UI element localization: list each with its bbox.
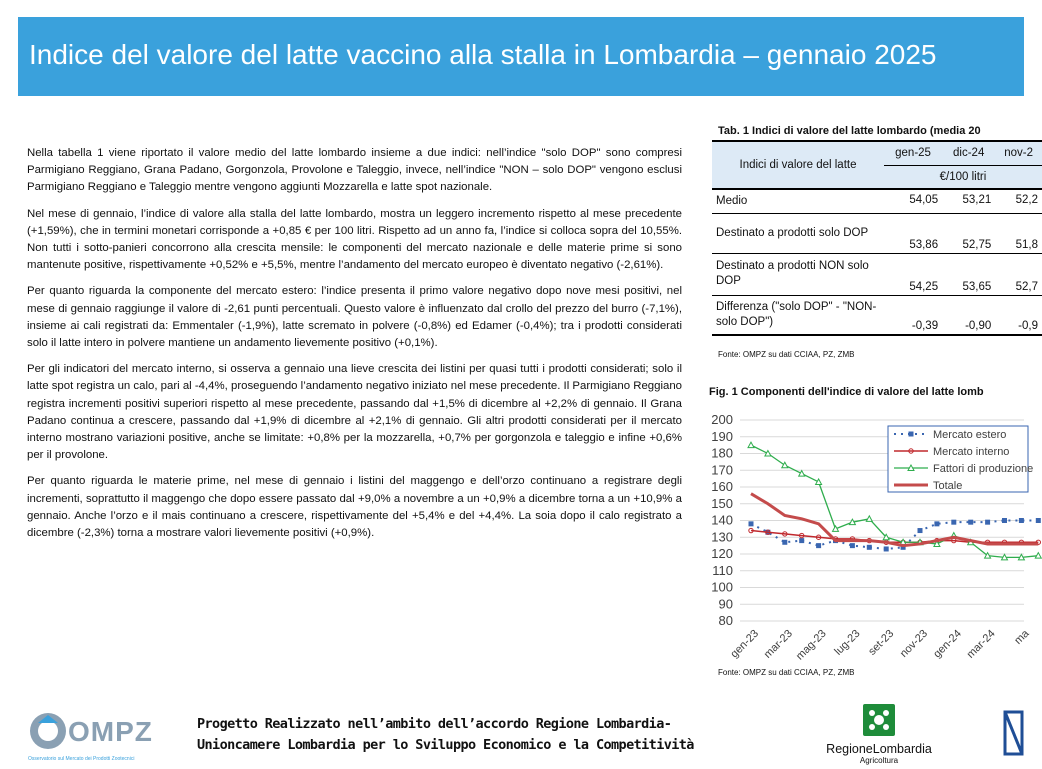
legend-marker	[909, 432, 914, 437]
legend-label: Fattori di produzione	[933, 463, 1034, 475]
marker-mercato-estero	[1036, 518, 1041, 523]
x-tick-label: set-23	[866, 627, 897, 658]
index-table	[712, 140, 1042, 336]
marker-mercato-estero	[1002, 518, 1007, 523]
x-tick-label: gen-23	[728, 627, 762, 661]
series-line-mercato-interno	[751, 531, 1038, 543]
row-label: Destinato a prodotti NON solo DOP	[712, 253, 884, 295]
paragraph-1: Nella tabella 1 viene riportato il valore medio del latte lombardo insieme a due indici: nell’indice "solo DOP" sono compresi Parmigiano Reggiano, Grana Padano, Gorgonzola, Provolone e Taleggio, invece, nell’indice "NON – solo DOP" vengono esclusi Parmigiano Reggiano e Taleggio mentre vengono aggiunti Mozzarella e latte spot nazionale.	[27, 147, 682, 194]
y-tick-label: 200	[711, 412, 733, 427]
marker-mercato-estero	[749, 521, 754, 526]
y-tick-label: 160	[711, 479, 733, 494]
table-header-label: Indici di valore del latte	[712, 141, 884, 189]
cell-value: -0,9	[995, 295, 1042, 335]
regione-lombardia-name: RegioneLombardia	[826, 742, 932, 756]
y-tick-label: 100	[711, 579, 733, 595]
x-tick-label: lug-23	[832, 627, 863, 658]
series-line-total	[751, 494, 1038, 546]
table-col-header: nov-2	[995, 141, 1042, 165]
marker-mercato-estero	[850, 543, 855, 548]
table-row	[712, 295, 1042, 335]
marker-fattori	[799, 471, 805, 477]
y-tick-label: 110	[712, 562, 733, 578]
y-tick-label: 90	[718, 596, 733, 612]
page-title: Indice del valore del latte vaccino alla stalla in Lombardia – gennaio 2025	[29, 39, 937, 70]
cell-value: 54,05	[884, 189, 942, 213]
legend-label: Totale	[933, 480, 963, 492]
table-col-header: gen-25	[884, 141, 942, 165]
marker-mercato-estero	[951, 520, 956, 525]
marker-mercato-estero	[799, 538, 804, 543]
table-row	[712, 213, 1042, 253]
footer-project-text	[197, 714, 694, 756]
x-tick-label: mar-24	[964, 627, 998, 661]
y-tick-label: 170	[711, 462, 733, 478]
index-table-container	[712, 140, 1038, 350]
figure-source: Fonte: OMPZ su dati CCIAA, PZ, ZMB	[718, 668, 855, 677]
table-col-header: dic-24	[942, 141, 995, 165]
regione-lombardia-logo	[814, 703, 944, 765]
regione-lombardia-subtitle: Agricoltura	[859, 756, 899, 765]
footer-line-2: Unioncamere Lombardia per lo Sviluppo Economico e la Competitività	[197, 737, 694, 753]
legend-label: Mercato estero	[933, 429, 1007, 441]
paragraph-3: Per quanto riguarda la componente del mercato estero: l’indice presenta il primo valore negativo dopo nove mesi positivi, nel mese di gennaio raggiunge il valore di -2,61 punti percentuali. Questo valore è influenzato dal crollo del prezzo del burro (-7,1%), insieme ai cali registrati da: Emmentaler (-1,9%), latte scremato in polvere (-0,8%) ed Edamer (-0,4%); tra i prodotti considerati solo il latte intero in polvere mantiene un andamento lievemente positivo (+0,1%).	[27, 285, 682, 350]
marker-mercato-estero	[884, 546, 889, 551]
cell-value: 53,65	[942, 253, 995, 295]
footer-line-1: Progetto Realizzato nell’ambito dell’accordo Regione Lombardia-	[197, 716, 672, 732]
table-unit: €/100 litri	[884, 165, 1042, 189]
marker-mercato-estero	[918, 528, 923, 533]
unioncamere-logo-icon	[1003, 710, 1024, 756]
marker-mercato-estero	[816, 543, 821, 548]
cell-value: 53,21	[942, 189, 995, 213]
marker-mercato-estero	[867, 545, 872, 550]
paragraph-2: Nel mese di gennaio, l’indice di valore alla stalla del latte lombardo, mostra un leggero incremento rispetto al mese precedente (+1,59%), che in termini monetari corrisponde a +0,85 € per 100 litri. Rispetto ad un anno fa, l’indice si colloca sopra del 10,55%. Non tutti i sotto-panieri concorrono alla crescita mensile: le componenti del mercato nazionale e delle materie prime si sono mantenute positive, rispettivamente +0,52% e +5,5%, mentre l’andamento del mercato europeo è diventato negativo (-2,61%).	[27, 207, 682, 272]
y-tick-label: 180	[711, 445, 733, 461]
y-tick-label: 140	[711, 512, 733, 528]
y-tick-label: 80	[718, 613, 733, 628]
marker-mercato-estero	[782, 540, 787, 545]
x-tick-label: mag-23	[793, 627, 829, 663]
body-text	[27, 145, 682, 551]
cell-value: -0,39	[884, 295, 942, 335]
row-label: Medio	[712, 189, 884, 213]
cell-value: 52,75	[942, 213, 995, 253]
unioncamere-logo	[1003, 710, 1024, 761]
y-tick-label: 190	[711, 428, 733, 444]
figure-caption: Fig. 1 Componenti dell'indice di valore del latte lomb	[709, 386, 984, 398]
y-tick-label: 130	[711, 529, 733, 545]
cell-value: 54,25	[884, 253, 942, 295]
marker-mercato-estero	[934, 521, 939, 526]
ompz-logo-text: OMPZ	[68, 716, 153, 747]
paragraph-4: Per gli indicatori del mercato interno, si osserva a gennaio una lieve crescita dei listini per quasi tutti i prodotti considerati; solo il latte spot registra un calo, pari al -4,4%, proseguendo l’andamento negativo iniziato nel mese precedente. Il Parmigiano Reggiano registra incrementi positivi superiori rispetto al mese precedente, passando dal +1,5% di dicembre al +2,2% di gennaio. Il Grana Padano continua a crescere, passando dal +1,9% di dicembre al +2,1% di gennaio. Gli altri prodotti considerati per il mercato interno mostrano variazioni positive, anche se limitate: +0,8% per la mozzarella, +0,7% per gorgonzola e taleggio e infine +0,6% per il provolone.	[27, 363, 682, 462]
marker-fattori	[748, 442, 754, 448]
title-banner	[18, 17, 1024, 96]
x-tick-label: mar-23	[761, 627, 795, 661]
y-tick-label: 120	[711, 546, 733, 561]
marker-fattori	[816, 479, 822, 485]
paragraph-5: Per quanto riguarda le materie prime, nel mese di gennaio i listini del maggengo e dell’orzo continuano a registrare degli incrementi, soprattutto il maggengo che dopo essere passato dal +9,0% a novembre a un +0,9% a dicembre torna a un +10,9% a gennaio. Anche l’orzo e il mais continuano a crescere, rispettivamente del +5,4% e del +4,4%. La soia dopo il calo registrato a dicembre (-2,3%) torna a mostrare valori lievemente positivi (+0,9%).	[27, 475, 682, 540]
ompz-logo-icon	[26, 705, 156, 763]
components-line-chart	[700, 404, 1034, 666]
table-row	[712, 253, 1042, 295]
row-label: Destinato a prodotti solo DOP	[712, 213, 884, 253]
y-tick-label: 150	[711, 495, 733, 511]
table-source: Fonte: OMPZ su dati CCIAA, PZ, ZMB	[718, 350, 855, 359]
x-tick-label: gen-24	[931, 627, 964, 661]
cell-value: 51,8	[995, 213, 1042, 253]
cell-value: 52,2	[995, 189, 1042, 213]
table-caption: Tab. 1 Indici di valore del latte lombardo (media 20	[718, 125, 981, 137]
marker-fattori	[866, 516, 872, 522]
cell-value: 53,86	[884, 213, 942, 253]
ompz-logo	[26, 705, 156, 768]
table-row	[712, 189, 1042, 213]
ompz-tagline: Osservatorio sul Mercato dei Prodotti Zootecnici	[28, 756, 135, 762]
row-label: Differenza ("solo DOP" - "NON-solo DOP")	[712, 295, 884, 335]
x-tick-label: ma	[1012, 627, 1032, 647]
x-tick-label: nov-23	[897, 627, 931, 660]
regione-lombardia-rose-icon	[859, 703, 899, 737]
cell-value: 52,7	[995, 253, 1042, 295]
marker-mercato-estero	[985, 520, 990, 525]
cell-value: -0,90	[942, 295, 995, 335]
marker-mercato-estero	[968, 520, 973, 525]
marker-mercato-estero	[1019, 518, 1024, 523]
legend-label: Mercato interno	[933, 446, 1010, 458]
